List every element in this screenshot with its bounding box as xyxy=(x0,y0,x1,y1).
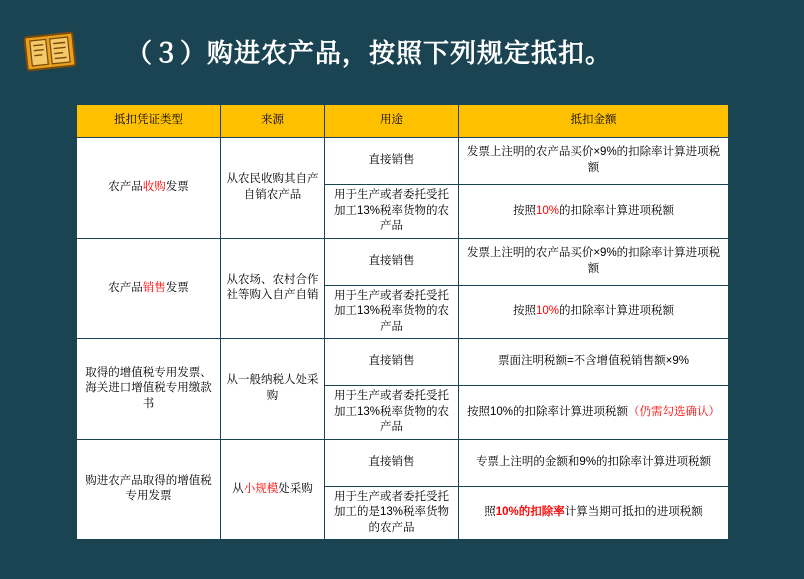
cell-amount-1b xyxy=(459,185,729,239)
deduction-table xyxy=(76,104,729,540)
cell-use-4a: 直接销售 xyxy=(325,439,459,486)
table-row xyxy=(77,138,729,185)
type-suffix: 发票 xyxy=(165,181,189,194)
amount-highlight: 10%的扣除率 xyxy=(495,506,565,519)
col-header-amount: 抵扣金额 xyxy=(459,105,729,138)
amount-post: 的扣除率计算进项税额 xyxy=(559,305,675,318)
type-suffix: 发票 xyxy=(165,281,189,294)
col-header-type: 抵扣凭证类型 xyxy=(77,105,221,138)
source-highlight: 小规模 xyxy=(243,482,279,495)
cell-amount-2b xyxy=(459,285,729,339)
cell-use-2a: 直接销售 xyxy=(325,238,459,285)
cell-source-3: 从一般纳税人处采购 xyxy=(221,339,325,440)
cell-use-1b: 用于生产或者委托受托加工13%税率货物的农产品 xyxy=(325,185,459,239)
source-post: 处采购 xyxy=(278,482,313,495)
amount-highlight: 10% xyxy=(535,204,560,217)
table-row xyxy=(77,339,729,386)
cell-source-4 xyxy=(221,439,325,540)
cell-type-2 xyxy=(77,238,221,339)
col-header-source: 来源 xyxy=(221,105,325,138)
cell-type-1 xyxy=(77,138,221,239)
cell-use-3b: 用于生产或者委托受托加工13%税率货物的农产品 xyxy=(325,386,459,440)
deduction-table-wrapper xyxy=(76,104,728,540)
amount-pre: 按照 xyxy=(512,204,536,217)
cell-amount-3a: 票面注明税额=不含增值税销售额×9% xyxy=(459,339,729,386)
cell-type-3: 取得的增值税专用发票、海关进口增值税专用缴款书 xyxy=(77,339,221,440)
table-row xyxy=(77,439,729,486)
amount-pre: 按照10%的扣除率计算进项税额 xyxy=(466,405,628,418)
amount-post: 的扣除率计算进项税额 xyxy=(559,204,675,217)
cell-source-2: 从农场、农村合作社等购入自产自销 xyxy=(221,238,325,339)
cell-use-2b: 用于生产或者委托受托加工13%税率货物的农产品 xyxy=(325,285,459,339)
table-header-row xyxy=(77,105,729,138)
slide-header xyxy=(22,18,784,84)
notebook-icon xyxy=(22,29,78,73)
type-highlight: 收购 xyxy=(142,181,166,194)
cell-amount-1a: 发票上注明的农产品买价×9%的扣除率计算进项税额 xyxy=(459,138,729,185)
cell-use-3a: 直接销售 xyxy=(325,339,459,386)
amount-highlight: 10% xyxy=(535,305,560,318)
cell-use-1a: 直接销售 xyxy=(325,138,459,185)
type-highlight: 销售 xyxy=(142,281,166,294)
source-pre: 从 xyxy=(232,482,244,495)
amount-post: 计算当期可抵扣的进项税额 xyxy=(564,506,703,519)
amount-highlight: （仍需勾选确认） xyxy=(628,405,720,418)
type-prefix: 农产品 xyxy=(108,281,143,294)
table-row xyxy=(77,238,729,285)
cell-amount-2a: 发票上注明的农产品买价×9%的扣除率计算进项税额 xyxy=(459,238,729,285)
cell-type-4: 购进农产品取得的增值税专用发票 xyxy=(77,439,221,540)
cell-source-1: 从农民收购其自产自销农产品 xyxy=(221,138,325,239)
cell-amount-4b xyxy=(459,486,729,540)
col-header-use: 用途 xyxy=(325,105,459,138)
page-title: （３）购进农产品，按照下列规定抵扣。 xyxy=(126,37,613,68)
cell-amount-3b xyxy=(459,386,729,440)
amount-pre: 照 xyxy=(484,506,496,519)
amount-pre: 按照 xyxy=(512,305,536,318)
cell-use-4b: 用于生产或者委托受托加工的是13%税率货物的农产品 xyxy=(325,486,459,540)
type-prefix: 农产品 xyxy=(108,181,143,194)
cell-amount-4a: 专票上注明的金额和9%的扣除率计算进项税额 xyxy=(459,439,729,486)
